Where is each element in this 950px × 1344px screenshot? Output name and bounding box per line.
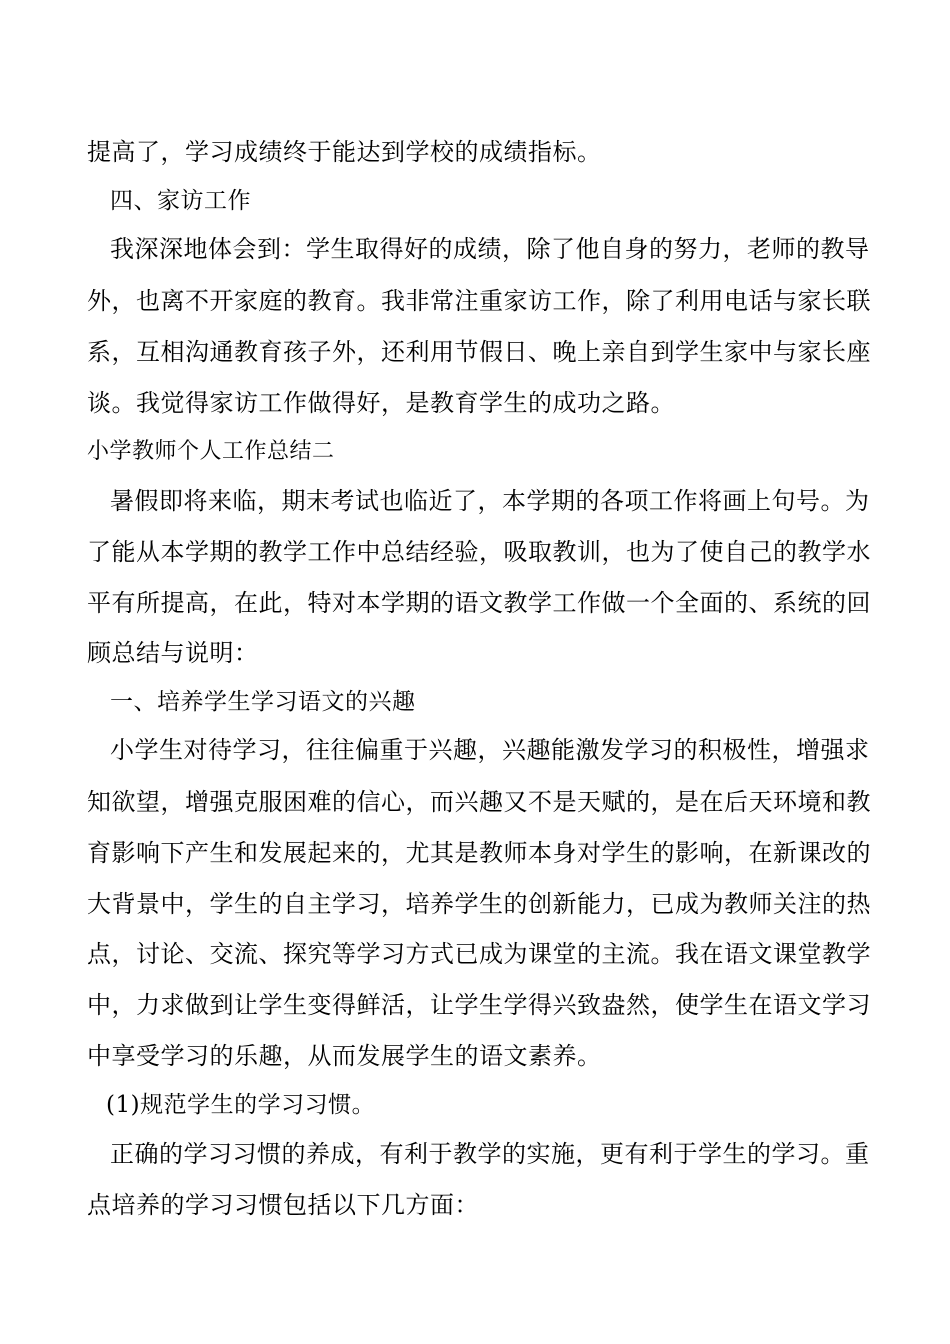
paragraph-line: 了能从本学期的教学工作中总结经验，吸取教训，也为了使自己的教学水 xyxy=(87,538,871,566)
subsection-heading: (1)规范学生的学习习惯。 xyxy=(106,1092,376,1118)
paragraph-line: 外，也离不开家庭的教育。我非常注重家访工作，除了利用电话与家长联 xyxy=(87,287,871,315)
paragraph-line: 大背景中，学生的自主学习，培养学生的创新能力，已成为教师关注的热 xyxy=(87,890,871,918)
paragraph-line: 顾总结与说明： xyxy=(87,639,259,667)
paragraph-line: 点培养的学习习惯包括以下几方面： xyxy=(87,1191,479,1219)
paragraph-line: 中享受学习的乐趣，从而发展学生的语文素养。 xyxy=(87,1042,602,1070)
article-title: 小学教师个人工作总结二 xyxy=(87,439,335,464)
paragraph-line: 暑假即将来临，期末考试也临近了，本学期的各项工作将画上句号。为 xyxy=(110,487,870,515)
paragraph-line: 小学生对待学习，往往偏重于兴趣，兴趣能激发学习的积极性，增强求 xyxy=(110,736,870,764)
paragraph-line: 平有所提高，在此，特对本学期的语文教学工作做一个全面的、系统的回 xyxy=(87,589,871,617)
section-heading: 一、培养学生学习语文的兴趣 xyxy=(110,689,416,715)
paragraph-line: 知欲望，增强克服困难的信心，而兴趣又不是天赋的，是在后天环境和教 xyxy=(87,788,871,816)
paragraph-line: 系，互相沟通教育孩子外，还利用节假日、晚上亲自到学生家中与家长座 xyxy=(87,338,871,366)
paragraph-line: 提高了，学习成绩终于能达到学校的成绩指标。 xyxy=(87,138,602,166)
paragraph-line: 谈。我觉得家访工作做得好，是教育学生的成功之路。 xyxy=(87,389,675,417)
section-heading: 四、家访工作 xyxy=(110,188,251,214)
paragraph-line: 我深深地体会到：学生取得好的成绩，除了他自身的努力，老师的教导 xyxy=(110,235,870,263)
paragraph-line: 中，力求做到让学生变得鲜活，让学生学得兴致盎然，使学生在语文学习 xyxy=(87,991,871,1019)
paragraph-line: 育影响下产生和发展起来的，尤其是教师本身对学生的影响，在新课改的 xyxy=(87,839,871,867)
paragraph-line: 点，讨论、交流、探究等学习方式已成为课堂的主流。我在语文课堂教学 xyxy=(87,940,871,968)
paragraph-line: 正确的学习习惯的养成，有利于教学的实施，更有利于学生的学习。重 xyxy=(110,1140,870,1168)
